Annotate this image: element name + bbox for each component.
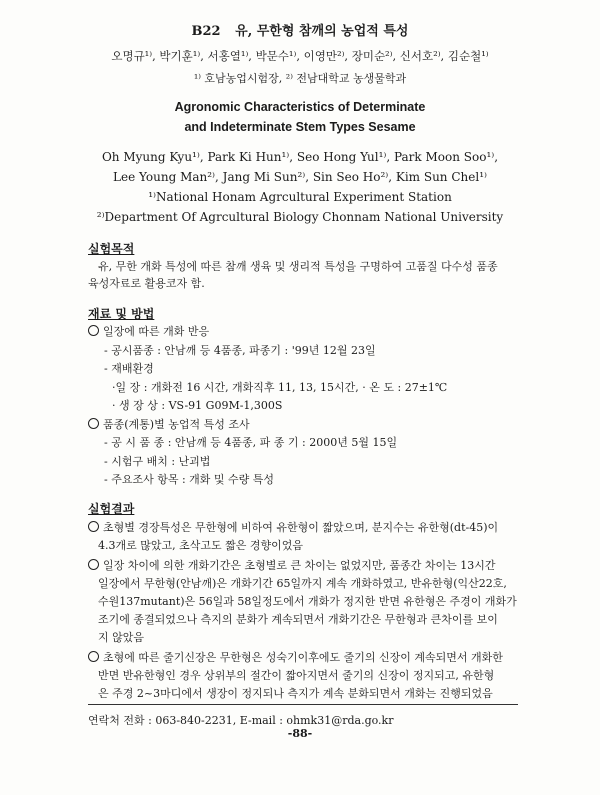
abstract-code: B22 (191, 24, 221, 39)
objective-heading: 실험목적 (88, 242, 135, 256)
result1-line2: 4.3개로 많았고, 초삭고도 짧은 경향이었음 (98, 539, 303, 552)
english-affiliation-2: ²⁾Department Of Agrcultural Biology Chonnam National University (96, 210, 504, 224)
result2-line5: 지 않았음 (98, 631, 145, 644)
result3-line2: 반면 반유한형인 경우 상위부의 절간이 짧아지면서 줄기의 신장이 정지되고, 유한형 (98, 669, 495, 682)
result1-line1-text: 초형별 경장특성은 무한형에 비하여 유한형이 짧았으며, 분지수는 유한형(dt-45)이 (103, 521, 499, 534)
methods-item2-a: - 공 시 품 종 : 안남깨 등 4품종, 파 종 기 : 2000년 5월 15일 (104, 436, 398, 449)
result3-line1-text: 초형에 따른 줄기신장은 무한형은 성숙기이후에도 줄기의 신장이 계속되면서 개화한 (103, 651, 503, 664)
result1-line1 (88, 519, 498, 535)
methods-item1 (88, 323, 209, 339)
methods-item1-a: - 공시품종 : 안남깨 등 4품종, 파종기 : '99년 12월 23일 (104, 344, 376, 357)
circle-bullet-icon (88, 325, 99, 336)
methods-item2-c: - 주요조사 항목 : 개화 및 수량 특성 (104, 473, 275, 486)
footer-divider (88, 704, 518, 705)
result3-line3: 은 주경 2~3마디에서 생장이 정지되나 측지가 계속 분화되면서 개화는 진행되었음 (98, 687, 493, 700)
circle-bullet-icon (88, 559, 99, 570)
results-heading: 실험결과 (88, 502, 135, 516)
english-title-line2: and Indeterminate Stem Types Sesame (184, 120, 416, 134)
methods-item2 (88, 416, 250, 432)
objective-line1: 유, 무한 개화 특성에 따른 참깨 생육 및 생리적 특성을 구명하여 고품질 다수성 품종 (98, 260, 498, 273)
result2-line4: 조기에 종결되었으나 측지의 분화가 계속되면서 개화기간은 무한형과 큰차이를 보이 (98, 613, 498, 626)
result2-line3: 수원137mutant)은 56일과 58일정도에서 개화가 정지한 반면 유한형은 주경이 개화가 (98, 595, 517, 608)
result2-line2: 일장에서 무한형(안남깨)은 개화기간 65일까지 계속 개화하였고, 반유한형(익산22호, (98, 577, 507, 590)
methods-item1-text: 일장에 따른 개화 반응 (103, 325, 210, 338)
circle-bullet-icon (88, 651, 99, 662)
korean-title-text: 유, 무한형 참깨의 농업적 특성 (235, 24, 409, 39)
circle-bullet-icon (88, 418, 99, 429)
circle-bullet-icon (88, 521, 99, 532)
korean-affiliations: ¹⁾ 호남농업시험장, ²⁾ 전남대학교 농생물학과 (193, 72, 407, 85)
contact-info: 연락처 전화 : 063-840-2231, E-mail : ohmk31@rda.go.kr (88, 714, 394, 727)
methods-item2-b: - 시험구 배치 : 난괴법 (104, 455, 211, 468)
objective-line2: 육성자료로 활용코자 함. (88, 277, 205, 290)
page-number: -88- (287, 727, 313, 740)
english-title-line1: Agronomic Characteristics of Determinate (174, 100, 426, 114)
methods-item1-b: - 재배환경 (104, 362, 154, 375)
result3-line1 (88, 649, 503, 665)
result2-line1-text: 일장 차이에 의한 개화기간은 초형별로 큰 차이는 없었지만, 품종간 차이는 13시간 (103, 559, 496, 572)
english-authors-line1: Oh Myung Kyu¹⁾, Park Ki Hun¹⁾, Seo Hong Yul¹⁾, Park Moon Soo¹⁾, (101, 150, 499, 164)
methods-item2-text: 품종(계통)별 농업적 특성 조사 (103, 418, 250, 431)
methods-item1-b2: · 생 장 상 : VS-91 G09M-1,300S (112, 399, 283, 412)
methods-heading: 재료 및 방법 (88, 307, 155, 321)
english-affiliation-1: ¹⁾National Honam Agrcultural Experiment Station (148, 190, 452, 204)
korean-authors: 오명규¹⁾, 박기훈¹⁾, 서홍열¹⁾, 박문수¹⁾, 이영만²⁾, 장미순²⁾, 신서호²⁾, 김순철¹⁾ (111, 49, 489, 63)
result2-line1 (88, 557, 496, 573)
methods-item1-b1: ·일 장 : 개화전 16 시간, 개화직후 11, 13, 15시간, · 온 도 : 27±1℃ (112, 381, 448, 394)
english-authors-line2: Lee Young Man²⁾, Jang Mi Sun²⁾, Sin Seo Ho²⁾, Kim Sun Chel¹⁾ (113, 170, 487, 184)
korean-title (0, 20, 600, 39)
